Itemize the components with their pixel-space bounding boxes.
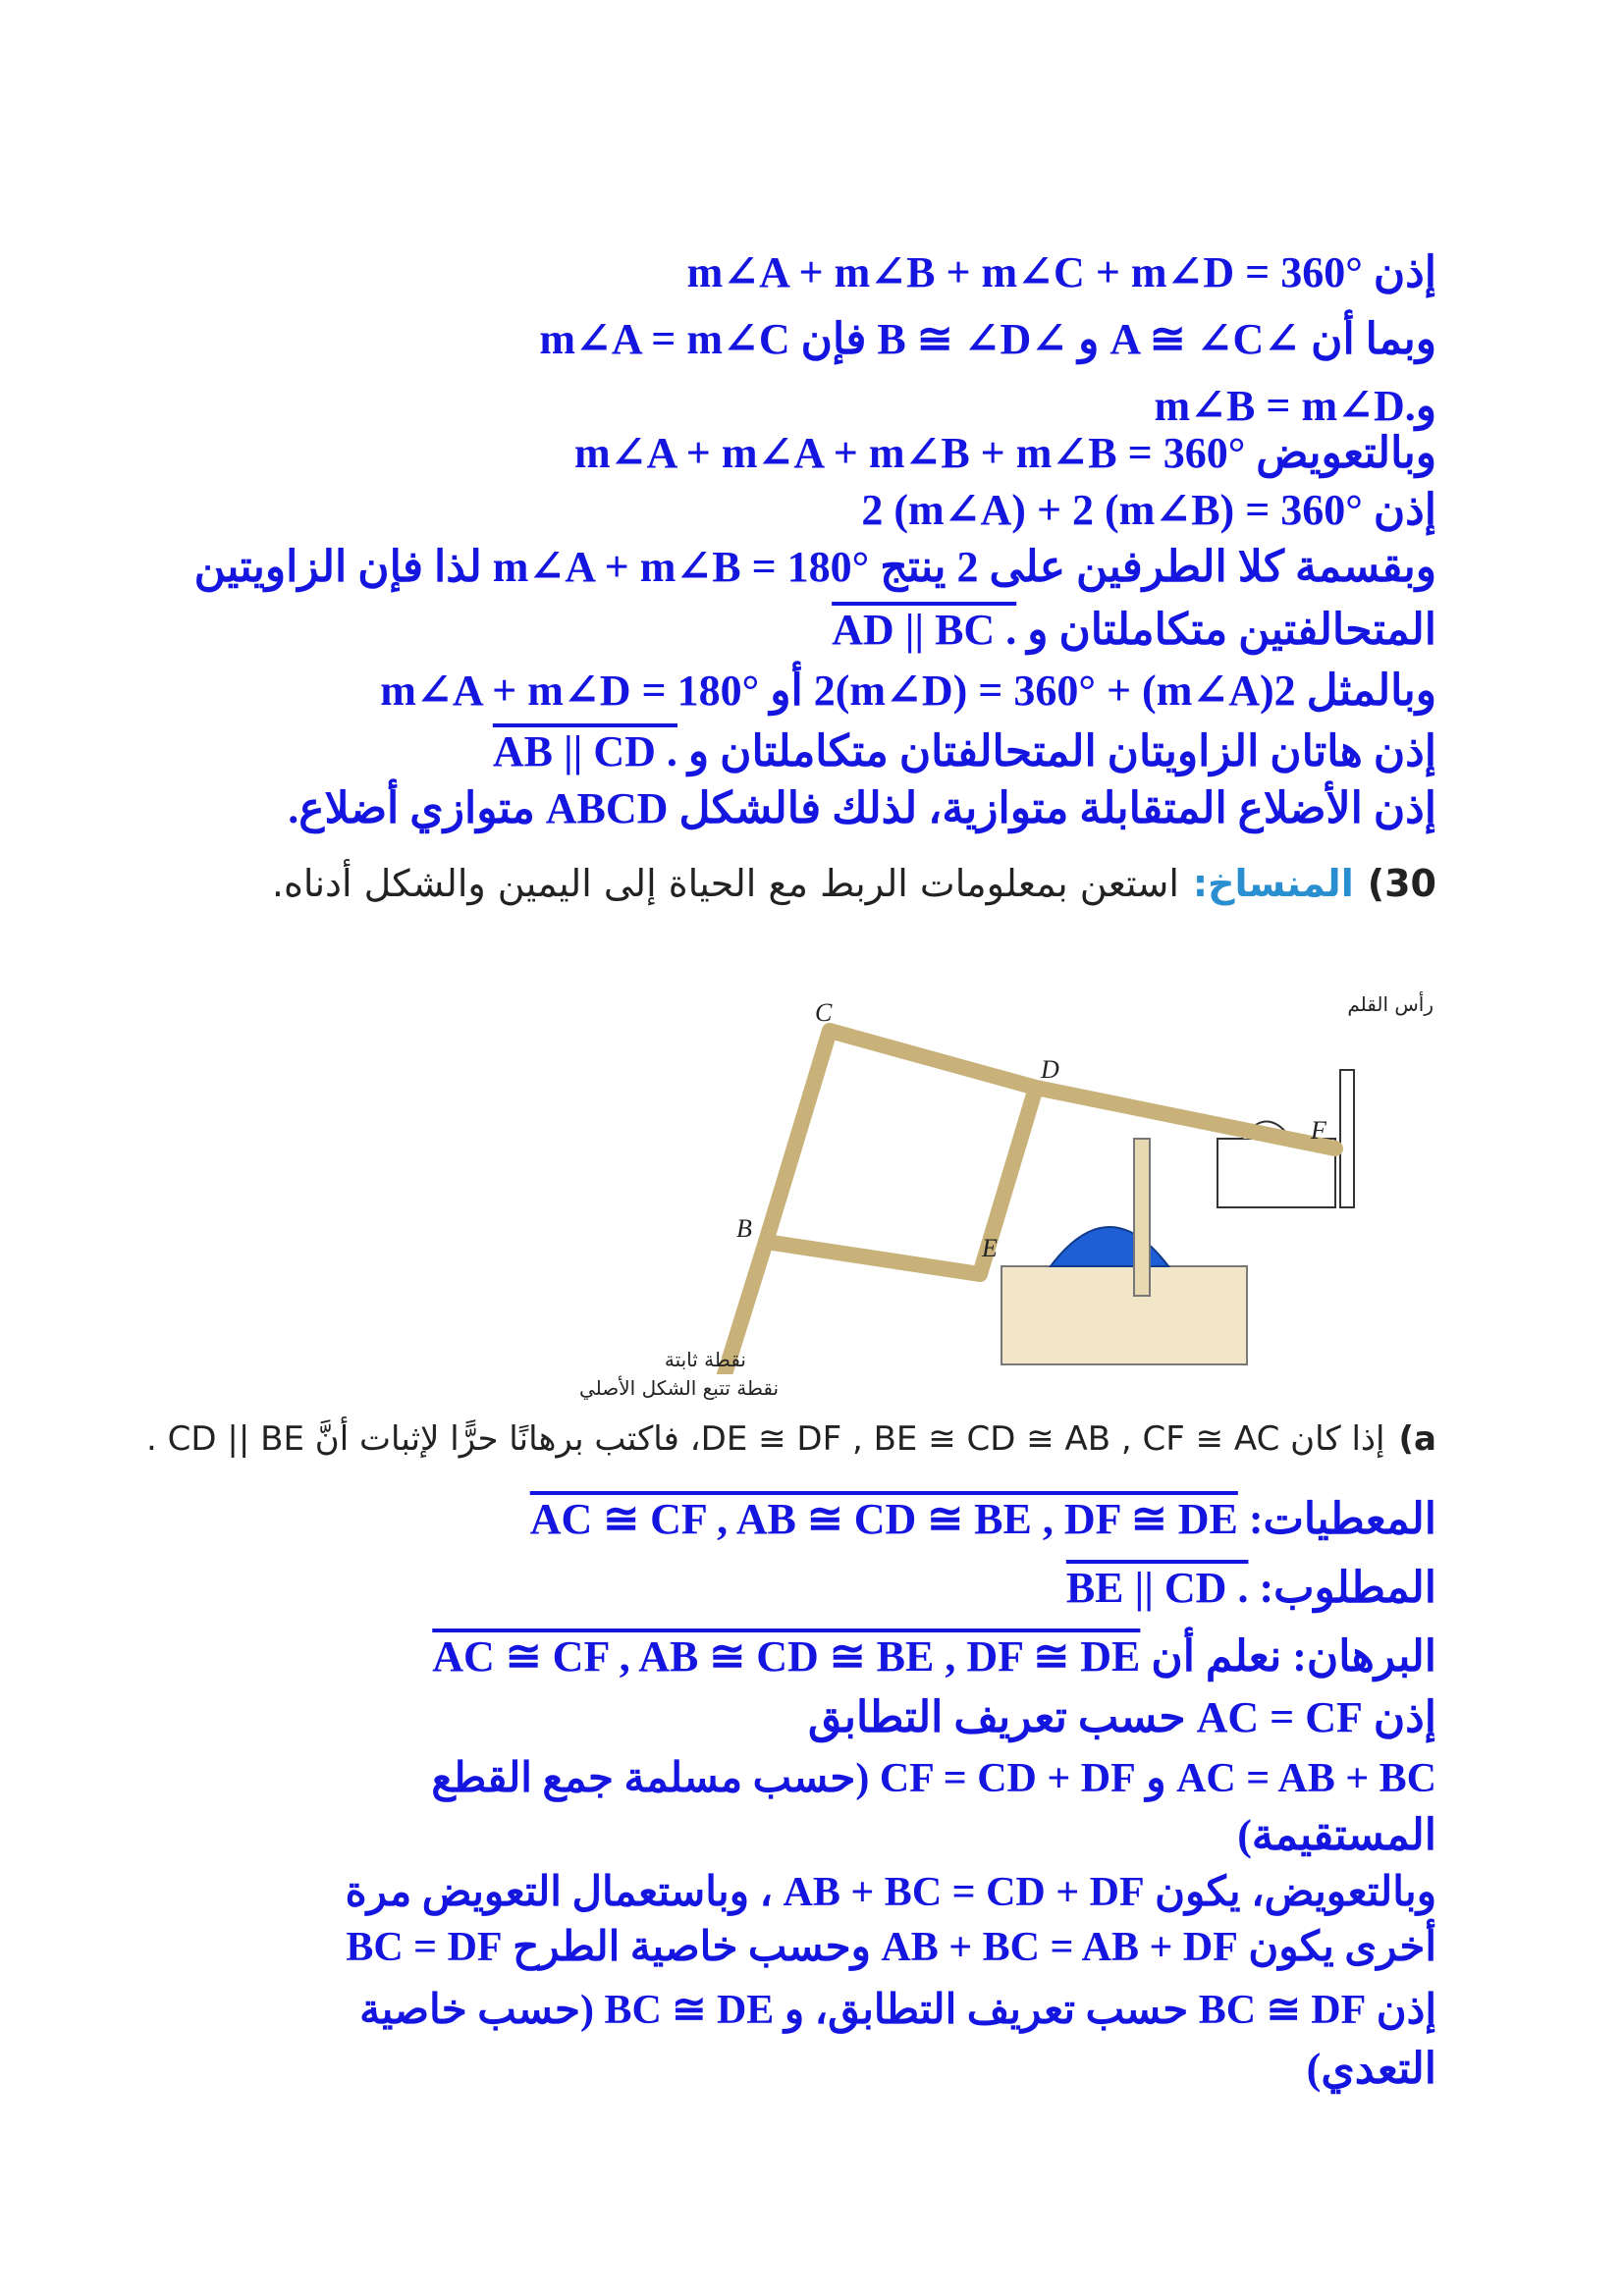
proof2-line-10: التعدي) bbox=[1306, 2045, 1436, 2093]
point-c-label: C bbox=[815, 998, 833, 1027]
proof2-line-8: أخرى يكون AB + BC = AB + DF وحسب خاصية الطرح BC = DF bbox=[346, 1925, 1436, 1970]
point-d-label: D bbox=[1041, 1055, 1059, 1084]
trace-point-label: نقطة تتبع الشكل الأصلي bbox=[579, 1376, 780, 1400]
proof2-line-5: AC = AB + BC و CF = CD + DF (حسب مسلمة جمع القطع bbox=[431, 1756, 1436, 1801]
proof1-line-1: إذن m∠A + m∠B + m∠C + m∠D = 360° bbox=[686, 248, 1436, 296]
pen-tip-label: رأس القلم bbox=[1347, 992, 1434, 1016]
proof2-line-2: المطلوب: BE || CD . bbox=[1065, 1564, 1436, 1612]
proof2-line-3: البرهان: نعلم أن AC ≅ CF , AB ≅ CD ≅ BE , DF ≅ DE bbox=[432, 1632, 1436, 1681]
proof2-line-9: إذن BC ≅ DF حسب تعريف التطابق، و BC ≅ DE (حسب خاصية bbox=[359, 1988, 1436, 2033]
point-f-label: F bbox=[1311, 1116, 1326, 1145]
proof2-line-7: وبالتعويض، يكون AB + BC = CD + DF ، وباستعمال التعويض مرة bbox=[345, 1870, 1436, 1915]
mosque-icon bbox=[1001, 1139, 1247, 1364]
proof2-line-1: المعطيات: AC ≅ CF , AB ≅ CD ≅ BE , DF ≅ DE bbox=[529, 1495, 1436, 1543]
fixed-point-label: نقطة ثابتة bbox=[664, 1348, 746, 1371]
pantograph-figure bbox=[589, 942, 1473, 1374]
question-30: 30)المنساخ:استعن بمعلومات الربط مع الحياة إلى اليمين والشكل أدناه. bbox=[271, 862, 1436, 905]
point-b-label: B bbox=[736, 1214, 752, 1243]
proof1-line-7: المتحالفتين متكاملتان و AD || BC . bbox=[832, 606, 1436, 654]
point-e-label: E bbox=[982, 1234, 998, 1262]
part-a: a)إذا كان DE ≅ DF , BE ≅ CD ≅ AB , CF ≅ AC، فاكتب برهانًا حرًّا لإثبات أنَّ CD || BE . bbox=[146, 1419, 1436, 1459]
proof1-line-6: وبقسمة كلا الطرفين على 2 ينتج m∠A + m∠B = 180° لذا فإن الزاويتين bbox=[193, 543, 1436, 591]
proof2-line-4: إذن AC = CF حسب تعريف التطابق bbox=[808, 1693, 1436, 1741]
proof1-line-3: وm∠B = m∠D. bbox=[1154, 382, 1436, 430]
proof1-line-8: وبالمثل 2(m∠A) + 2(m∠D) = 360° أو m∠A + m∠D = 180° bbox=[380, 667, 1436, 715]
proof1-line-2: وبما أن ∠A ≅ ∠C و ∠B ≅ ∠D فإن m∠A = m∠C bbox=[539, 315, 1436, 363]
proof1-line-9: إذن هاتان الزاويتان المتحالفتان متكاملتان و AB || CD . bbox=[492, 727, 1436, 775]
proof1-line-10: إذن الأضلاع المتقابلة متوازية، لذلك فالشكل ABCD متوازي أضلاع. bbox=[288, 784, 1436, 832]
proof1-line-5: إذن 2 (m∠A) + 2 (m∠B) = 360° bbox=[861, 486, 1436, 534]
proof2-line-6: المستقيمة) bbox=[1237, 1811, 1436, 1859]
proof1-line-4: وبالتعويض m∠A + m∠A + m∠B + m∠B = 360° bbox=[573, 429, 1436, 477]
